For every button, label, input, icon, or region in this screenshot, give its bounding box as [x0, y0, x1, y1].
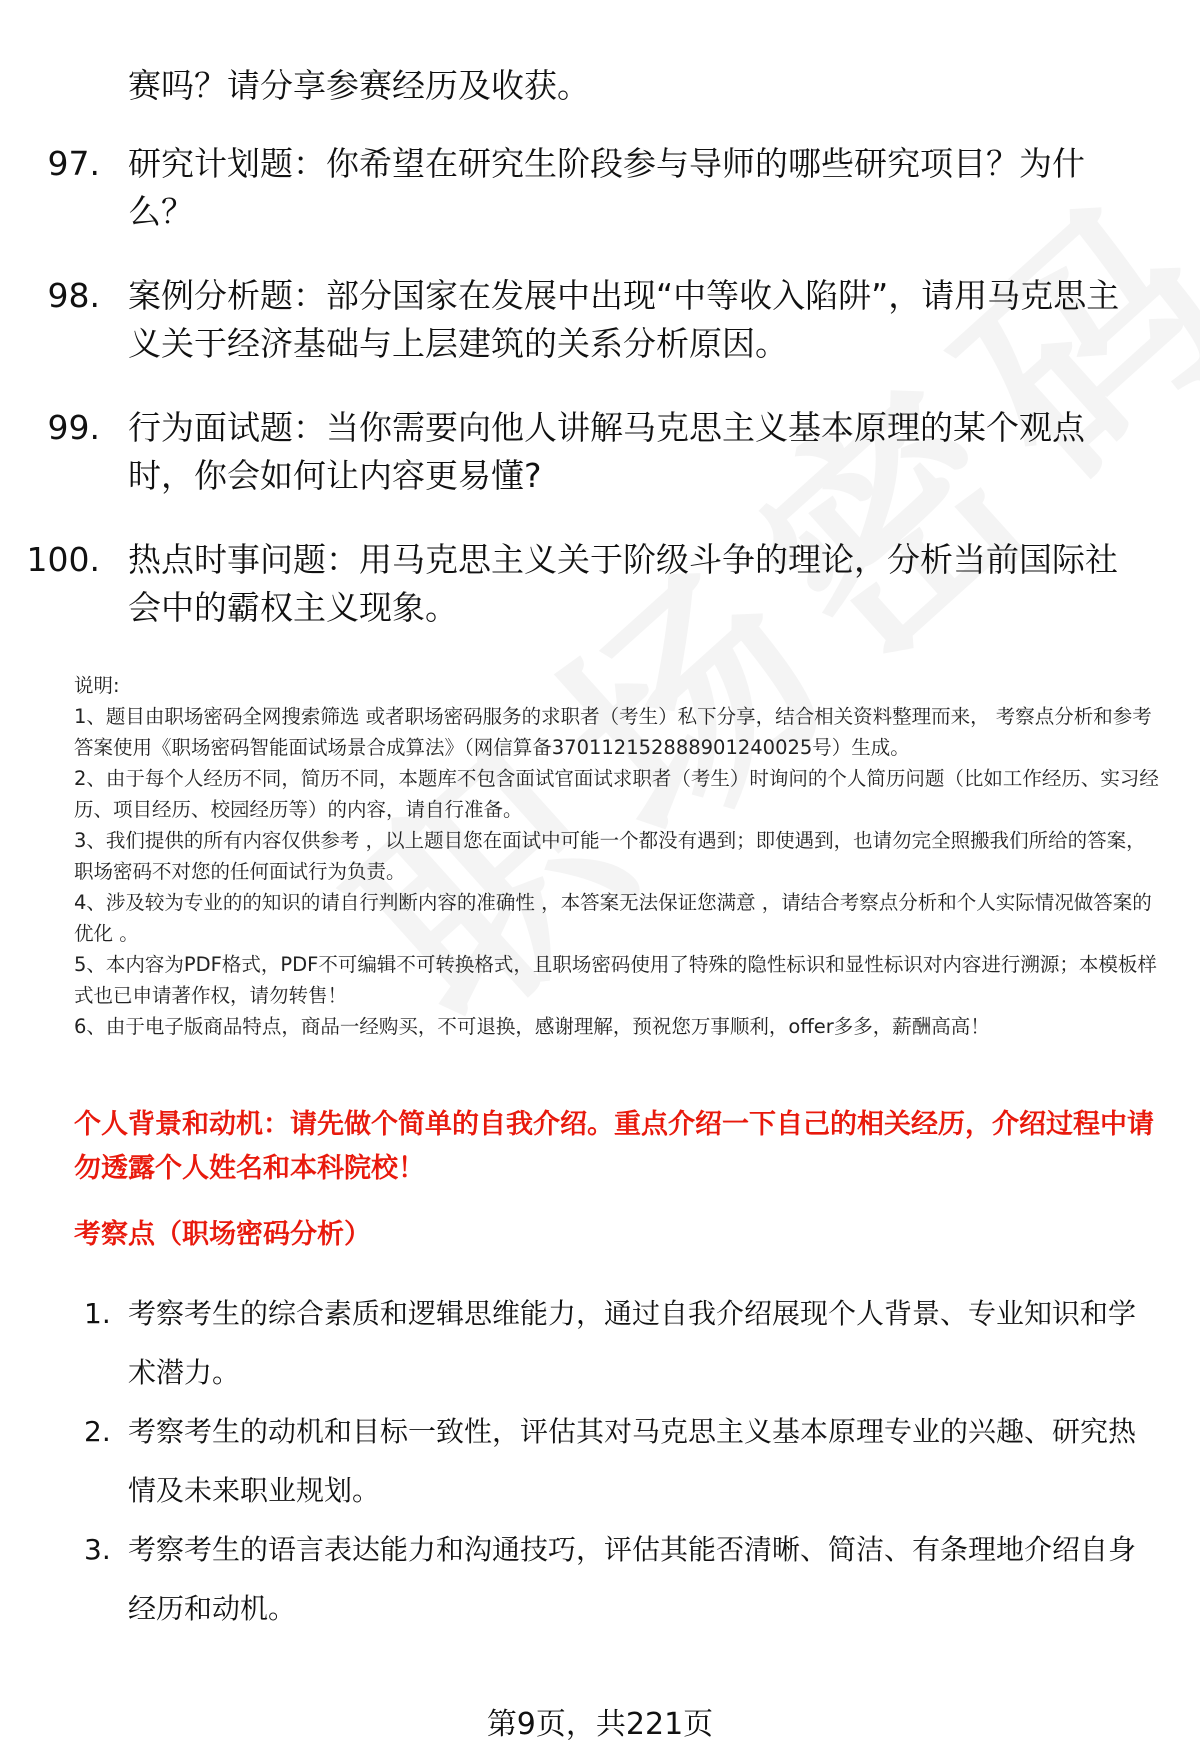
- point-number: 1.: [84, 1297, 111, 1330]
- notes-title: 说明:: [74, 674, 120, 697]
- note-item: 5、本内容为PDF格式，PDF不可编辑不可转换格式，且职场密码使用了特殊的隐性标识和显性标识对内容进行溯源；本模板样式也已申请著作权，请勿转售！: [74, 953, 1157, 1007]
- point-text: 考察考生的动机和目标一致性，评估其对马克思主义基本原理专业的兴趣、研究热情及未来职业规划。: [128, 1415, 1137, 1507]
- point-number: 2.: [84, 1415, 111, 1448]
- point-text: 考察考生的语言表达能力和沟通技巧，评估其能否清晰、简洁、有条理地介绍自身经历和动机。: [128, 1533, 1137, 1625]
- note-item: 2、由于每个人经历不同，简历不同，本题库不包含面试官面试求职者（考生）时询问的个人简历问题（比如工作经历、实习经历、项目经历、校园经历等）的内容，请自行准备。: [74, 767, 1159, 821]
- section-heading: 个人背景和动机：请先做个简单的自我介绍。重点介绍一下自己的相关经历，介绍过程中请勿透露个人姓名和本科院校！: [74, 1109, 1154, 1184]
- question-continuation: 赛吗？请分享参赛经历及收获。: [128, 66, 590, 105]
- notes-section: [74, 670, 1160, 1042]
- analysis-heading: 考察点（职场密码分析）: [74, 1219, 371, 1250]
- note-item: 3、我们提供的所有内容仅供参考 ，以上题目您在面试中可能一个都没有遇到；即使遇到，也请勿完全照搬我们所给的答案，职场密码不对您的任何面试行为负责。: [74, 829, 1146, 883]
- point-text: 考察考生的综合素质和逻辑思维能力，通过自我介绍展现个人背景、专业知识和学术潜力。: [128, 1297, 1137, 1389]
- page-footer: 第9页，共221页: [486, 1707, 714, 1742]
- question-text: 热点时事问题：用马克思主义关于阶级斗争的理论，分析当前国际社会中的霸权主义现象。: [128, 540, 1118, 627]
- question-number: 100.: [26, 540, 100, 579]
- question-number: 97.: [47, 144, 100, 183]
- question-number: 99.: [47, 408, 100, 447]
- question-text: 行为面试题：当你需要向他人讲解马克思主义基本原理的某个观点时，你会如何让内容更易懂?: [128, 408, 1085, 495]
- note-item: 6、由于电子版商品特点，商品一经购买，不可退换，感谢理解，预祝您万事顺利，offer多多，薪酬高高！: [74, 1015, 990, 1038]
- note-item: 4、涉及较为专业的的知识的请自行判断内容的准确性 ，本答案无法保证您满意 ，请结合考察点分析和个人实际情况做答案的优化 。: [74, 891, 1152, 945]
- point-number: 3.: [84, 1533, 111, 1566]
- question-text: 案例分析题：部分国家在发展中出现“中等收入陷阱”，请用马克思主义关于经济基础与上层建筑的关系分析原因。: [128, 276, 1120, 363]
- question-text: 研究计划题：你希望在研究生阶段参与导师的哪些研究项目？为什么？: [128, 144, 1085, 231]
- question-number: 98.: [47, 276, 100, 315]
- note-item: 1、题目由职场密码全网搜索筛选 或者职场密码服务的求职者（考生）私下分享，结合相关资料整理而来， 考察点分析和参考答案使用《职场密码智能面试场景合成算法》（网信算备370112152888901240025号）生成。: [74, 705, 1152, 759]
